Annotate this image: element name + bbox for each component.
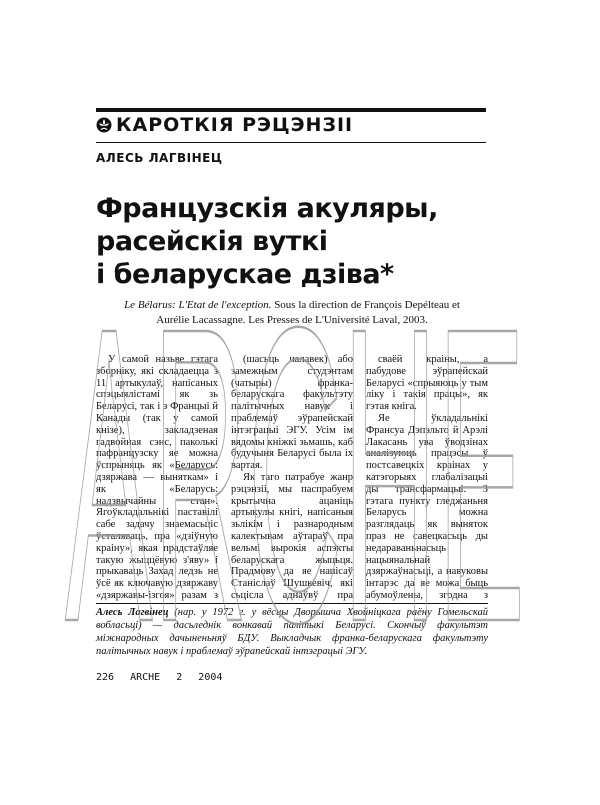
footnote-text: (нар. у 1972 г. у вёсцы Дворышча Хвойніцкага раёну Гомельскай вобласьці) — дасьледнік вонкавай палітыкі Беларусі. Скончыў факультэт міжнародных дачыненьняў БДУ. Выкладчык франка-беларускага факультэту палітычных навук і праблемаў эўрапейскай інтэграцыі ЭГУ. xyxy=(96,607,489,657)
section-divider xyxy=(96,142,486,143)
column-1 xyxy=(96,354,218,602)
headline-line-2: расейскія вуткі xyxy=(96,226,328,257)
journal-name: ARCHE xyxy=(130,672,161,683)
article-body xyxy=(96,354,488,602)
paragraph: Як таго патрабуе жанр рэцэнзіі, мы паспрабуем крытычна ацаніць артыкулы кнігі, напісаныя зьлікім і разнародным калектывам аўтараў пра вельмі вырокія аспэкты беларускага жыцьця. Прадмову да яе напісаў Станіслаў Шушкевіч, які сьцісла аднаўвў пра xyxy=(231,471,353,601)
column-2 xyxy=(231,354,353,602)
issue-number: 2 xyxy=(176,672,183,683)
book-title: Le Bélarus: L'Etat de l'exception. xyxy=(124,299,272,311)
book-editors: Sous la direction de François Depélteau et xyxy=(271,299,460,311)
paragraph: сваёй краіны, а пабудове эўрапейскай Беларусі «спрыяюць у тым ліку і такія працы», як гэтая кніга. xyxy=(366,354,488,413)
book-publisher: Aurélie Lacassagne. Les Presses de L'Université Laval, 2003. xyxy=(156,314,428,326)
flower-icon xyxy=(96,117,112,133)
page-number: 226 xyxy=(96,672,115,683)
footnote-author-name: Алесь Лагвінец xyxy=(96,607,169,618)
paragraph: (шасьць чалавек) або замежным студэнтам (чатыры) франка-беларускага факультэту палітычных навук і праблемаў эўрапейскай інтэграцыі ЭГУ. Усім ім вядомы кніжкі зьмашь, каб будучыня Беларусі была іх вартая. xyxy=(231,354,353,472)
paragraph: Яе ўкладальнікі Франсуа Дэпэльто й Арэлі Лакасань ува ўводзінах аналізуюць працэсы ў постсавецкіх краінах у катэгорыях глабалізацыі ды трансфармацыі. З гэтага пункту гледжаньня Беларусь можна разглядаць як выняток праз не савецкасьць ды недараваньнасьць нацыянальнай дзяржаўнасьці, а навуковы інтарэс да яе можа быць абумоўлены, згодна з xyxy=(366,412,488,601)
paragraph: У самой назьве гэтага зборніку, які складаецца з 11 артыкулаў, напісаных спэцыялістамі як зь Беларусі, так і з Францыі й Канады (так у самой кнізе), закладзеная гадвойная сэнс, паколькі пафранцузску яе можна ўспрыняць як «Беларусь: дзяржава — выняткам» і як «Беларусь: надзвычайны стан». Ягоўкладальнікі паставілі сабе задачу знаемасьціс ўсталяваць, пра «дзіўную краіну», якая прадстаўляе такую жыццёвую з'яву» і прыкаваць Захад ледзь не ўсё як ключавую дзяржаву «дзяржавы-ізгоя» разам з xyxy=(96,354,218,601)
article-headline xyxy=(96,192,438,291)
footnote-rule xyxy=(96,603,488,604)
section-title: КАРОТКІЯ РЭЦЭНЗІІ xyxy=(116,114,354,136)
watermark-text: ARCHE xyxy=(65,241,525,700)
book-reference xyxy=(96,298,488,328)
column-3 xyxy=(366,354,488,602)
headline-line-1: Французскія акуляры, xyxy=(96,193,438,224)
headline-line-3: і беларускае дзіва* xyxy=(96,259,394,290)
header-rule xyxy=(96,108,486,112)
article-author: АЛЕСЬ ЛАГВІНЕЦ xyxy=(96,151,223,165)
author-footnote xyxy=(96,606,488,658)
page-footer xyxy=(96,672,232,683)
issue-year: 2004 xyxy=(198,672,223,683)
